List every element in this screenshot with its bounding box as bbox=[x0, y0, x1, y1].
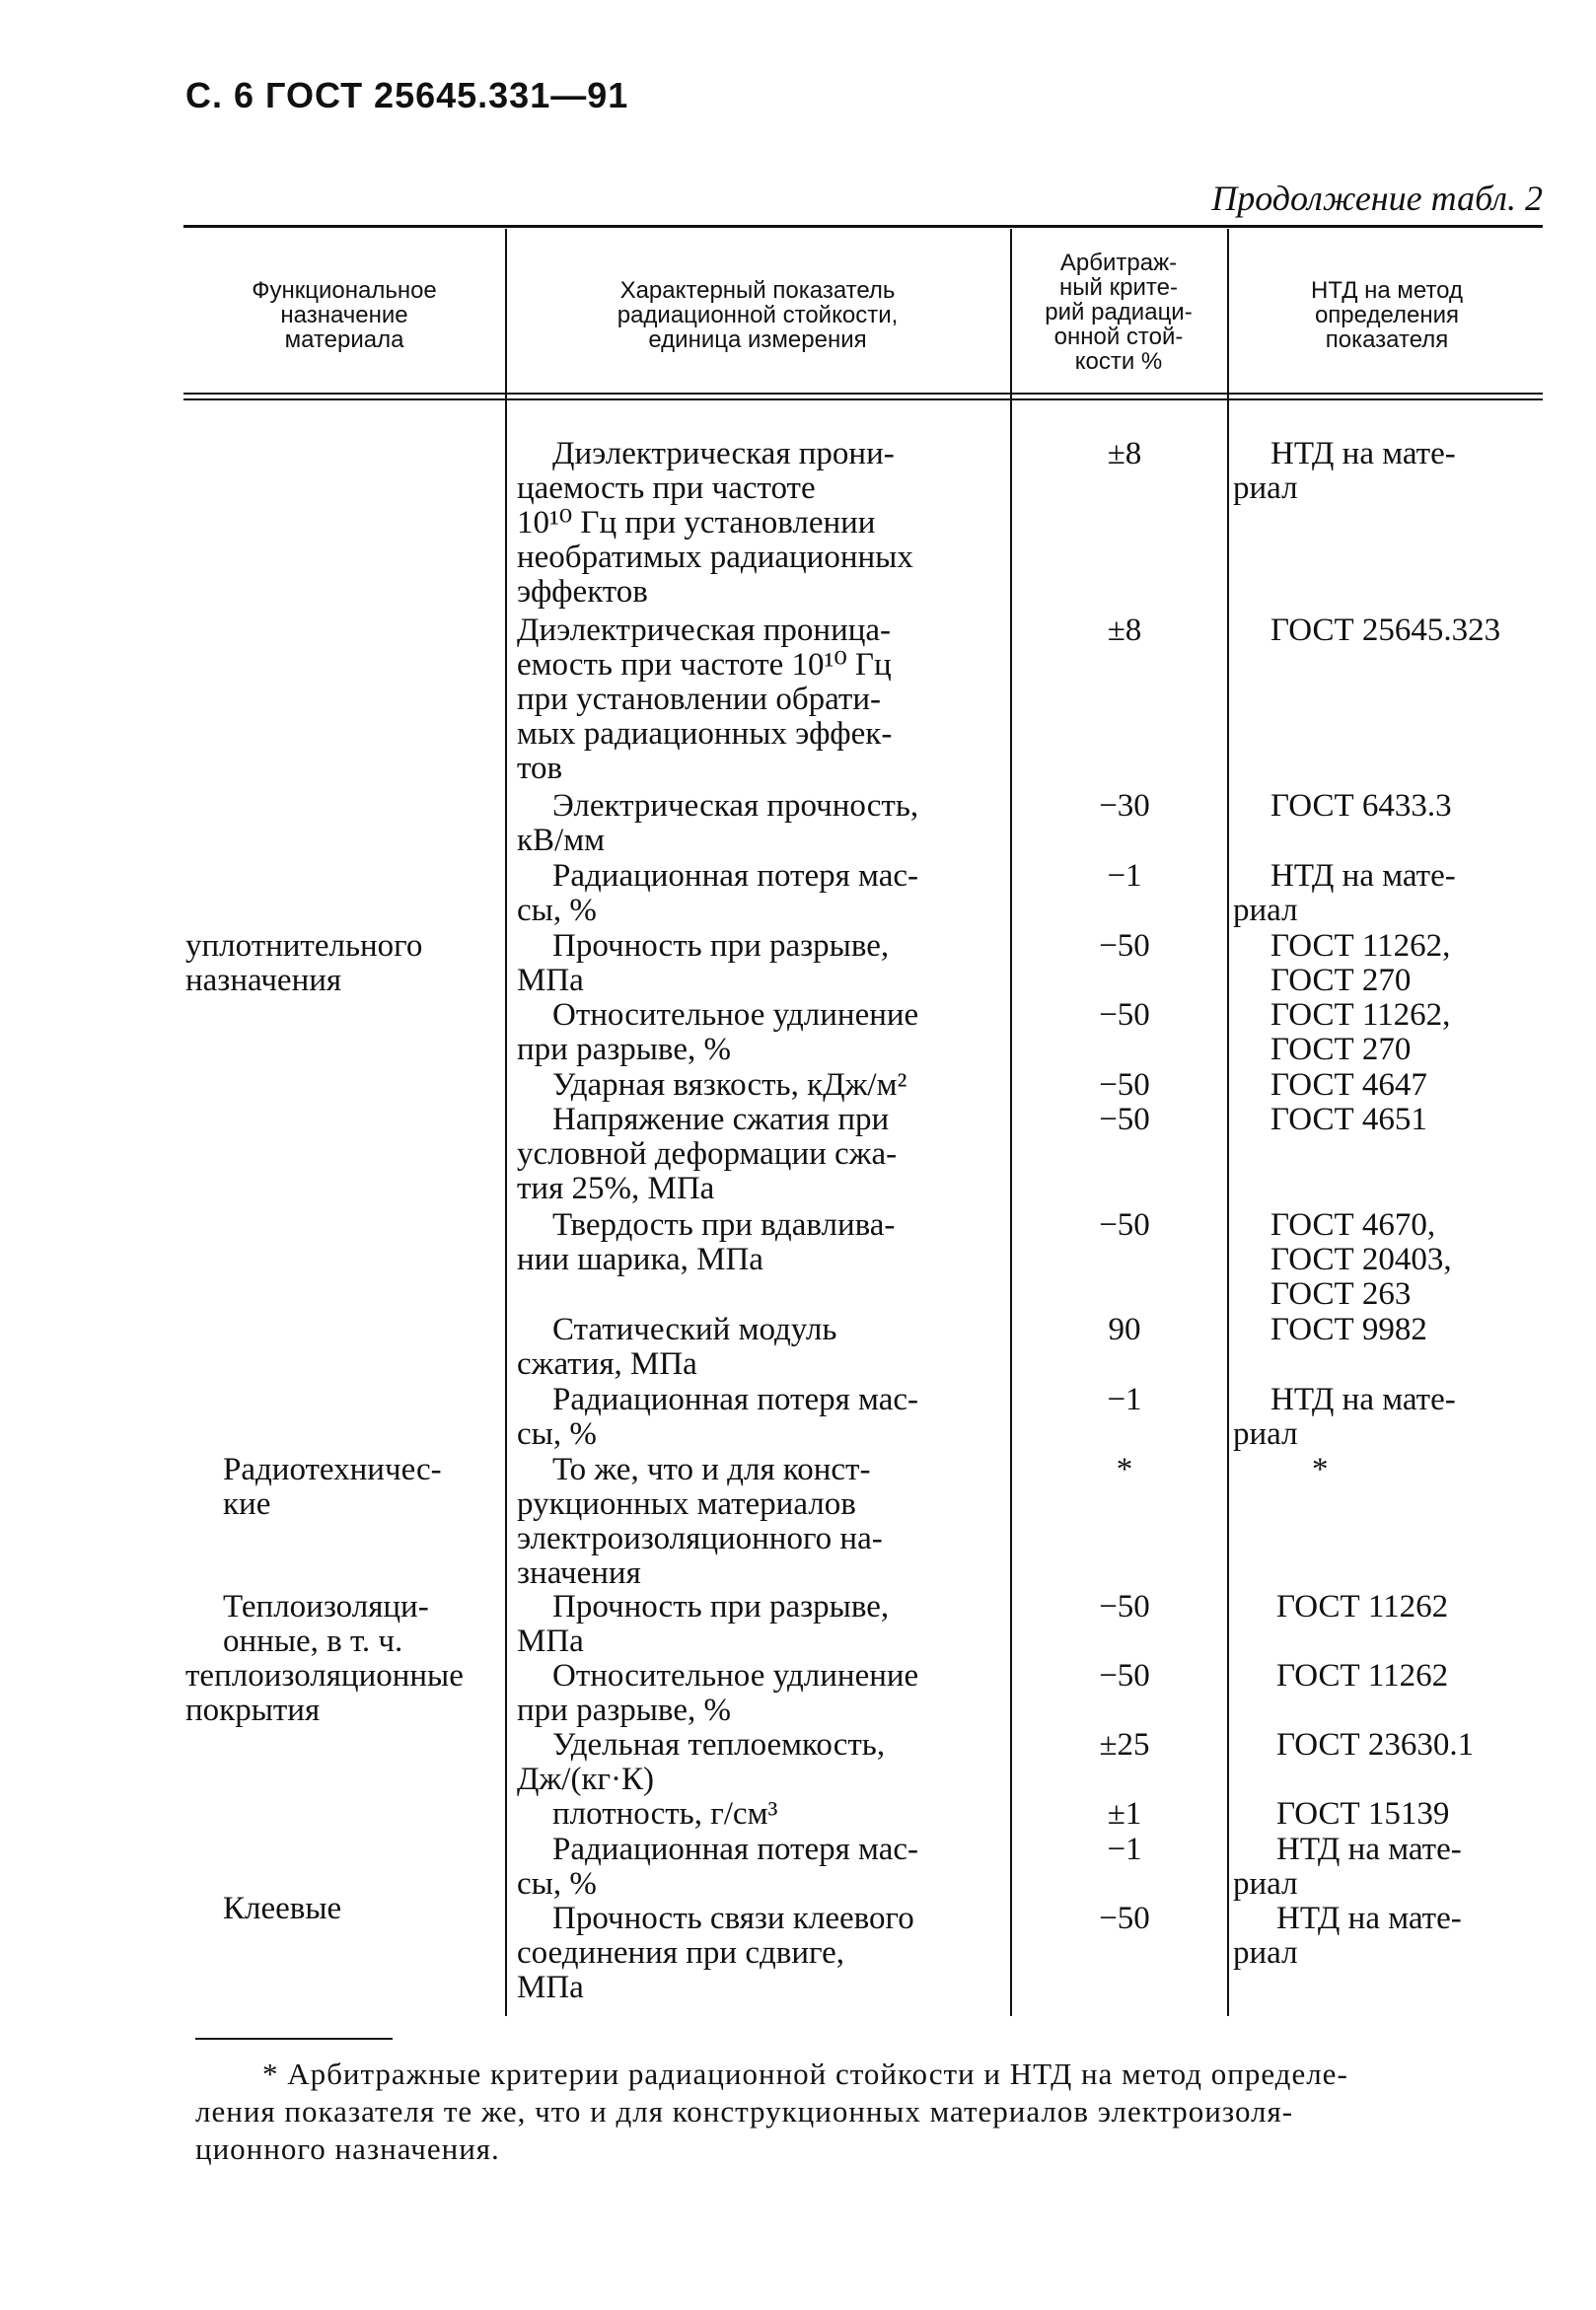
table-row-ntd: НТД на мате- риал bbox=[1233, 1382, 1456, 1452]
table-row-ntd: НТД на мате- риал bbox=[1233, 1901, 1462, 1971]
table-row-criterion: ±8 bbox=[1107, 613, 1142, 648]
group-radio: Радиотехничес- кие bbox=[223, 1452, 442, 1522]
table-row-criterion: −50 bbox=[1099, 928, 1150, 964]
page-header: С. 6 ГОСТ 25645.331—91 bbox=[185, 75, 629, 115]
table-row-indicator: плотность, г/см³ bbox=[552, 1796, 778, 1832]
table-row-criterion: −1 bbox=[1107, 858, 1142, 894]
table-row-criterion: −30 bbox=[1099, 788, 1150, 824]
table-row-criterion: −50 bbox=[1099, 1901, 1150, 1936]
table-row-indicator: Относительное удлинение при разрыве, % bbox=[517, 1658, 919, 1728]
table-row-ntd: ГОСТ 11262 bbox=[1276, 1589, 1449, 1624]
table-row-indicator: Диэлектрическая прони- цаемость при частоте 10¹⁰ Гц при установлении необратимых радиационных эффектов bbox=[517, 436, 913, 610]
table-row-ntd: НТД на мате- риал bbox=[1233, 436, 1456, 506]
table-row-ntd: ГОСТ 4651 bbox=[1270, 1102, 1427, 1137]
table-row-criterion: ±8 bbox=[1107, 436, 1142, 471]
footnote-rule bbox=[195, 2038, 393, 2040]
group-sealing: уплотнительного назначения bbox=[185, 928, 423, 998]
table-row-ntd: ГОСТ 6433.3 bbox=[1270, 788, 1452, 824]
table-row-criterion: −50 bbox=[1099, 1102, 1150, 1137]
table-row-indicator: Радиационная потеря мас- сы, % bbox=[517, 1832, 918, 1902]
table-row-criterion: −50 bbox=[1099, 1207, 1150, 1243]
table-row-ntd: ГОСТ 4670, ГОСТ 20403, ГОСТ 263 bbox=[1270, 1207, 1452, 1312]
table-row-criterion: −50 bbox=[1099, 1067, 1150, 1103]
table-row-ntd: ГОСТ 11262 bbox=[1276, 1658, 1449, 1694]
table-row-criterion: −50 bbox=[1099, 997, 1150, 1033]
group-thermal-insulation: Теплоизоляци- онные, в т. ч. теплоизоляционные покрытия bbox=[185, 1589, 464, 1728]
table-row-criterion: ±1 bbox=[1107, 1796, 1142, 1832]
table-row-indicator: Твердость при вдавлива- нии шарика, МПа bbox=[517, 1207, 896, 1277]
table-row-ntd: ГОСТ 11262, ГОСТ 270 bbox=[1270, 928, 1451, 998]
table-row-indicator: Радиационная потеря мас- сы, % bbox=[517, 858, 918, 928]
table-row-ntd: ГОСТ 25645.323 bbox=[1270, 613, 1501, 648]
column-header-ntd: НТД на метод определения показателя bbox=[1311, 277, 1463, 353]
table-row-criterion: −1 bbox=[1107, 1832, 1142, 1867]
table-row-ntd: ГОСТ 11262, ГОСТ 270 bbox=[1270, 997, 1451, 1067]
group-adhesive: Клеевые bbox=[223, 1891, 342, 1926]
table-row-indicator: Напряжение сжатия при условной деформации сжа- тия 25%, МПа bbox=[517, 1102, 898, 1206]
table-continuation-label: Продолжение табл. 2 bbox=[1211, 179, 1543, 218]
column-header-indicator: Характерный показатель радиационной стойкости, единица измерения bbox=[617, 277, 899, 353]
table-row-indicator: Диэлектрическая проница- емость при частоте 10¹⁰ Гц при установлении обрати- мых радиационных эффек- тов bbox=[517, 613, 893, 786]
table-row-indicator: Радиационная потеря мас- сы, % bbox=[517, 1382, 918, 1452]
table-row-criterion: −50 bbox=[1099, 1658, 1150, 1694]
column-header-function: Функциональное назначение материала bbox=[252, 277, 437, 353]
table-row-ntd: * bbox=[1312, 1452, 1329, 1487]
table-row-indicator: Электрическая прочность, кВ/мм bbox=[517, 788, 919, 858]
table-top-rule bbox=[183, 225, 1543, 228]
table-row-criterion: * bbox=[1116, 1452, 1133, 1487]
table-row-criterion: 90 bbox=[1108, 1312, 1141, 1347]
table-row-indicator: Относительное удлинение при разрыве, % bbox=[517, 997, 919, 1067]
table-row-indicator: Статический модуль сжатия, МПа bbox=[517, 1312, 837, 1382]
table-row-ntd: ГОСТ 23630.1 bbox=[1276, 1727, 1475, 1763]
column-divider-2 bbox=[1010, 229, 1012, 2016]
table-row-criterion: −1 bbox=[1107, 1382, 1142, 1417]
table-row-criterion: ±25 bbox=[1099, 1727, 1150, 1763]
table-row-indicator: То же, что и для конст- рукционных материалов электроизоляционного на- значения bbox=[517, 1452, 883, 1591]
table-row-indicator: Прочность при разрыве, МПа bbox=[517, 928, 890, 998]
table-row-ntd: НТД на мате- риал bbox=[1233, 858, 1456, 928]
table-row-ntd: НТД на мате- риал bbox=[1233, 1832, 1462, 1902]
table-row-criterion: −50 bbox=[1099, 1589, 1150, 1624]
table-row-ntd: ГОСТ 9982 bbox=[1270, 1312, 1427, 1347]
table-row-ntd: ГОСТ 15139 bbox=[1276, 1796, 1450, 1832]
table-row-ntd: ГОСТ 4647 bbox=[1270, 1067, 1427, 1103]
column-header-criterion: Арбитраж- ный крите- рий радиаци- онной стой- кости % bbox=[1045, 250, 1193, 375]
header-bottom-rule-2 bbox=[183, 398, 1543, 400]
table-row-indicator: Прочность при разрыве, МПа bbox=[517, 1589, 890, 1659]
footnote: * Арбитражные критерии радиационной стойкости и НТД на метод определе- ления показателя те же, что и для конструкционных материалов электроизоля- ционного назначения. bbox=[195, 2057, 1348, 2166]
table-row-indicator: Удельная теплоемкость, Дж/(кг·К) bbox=[517, 1727, 886, 1797]
header-bottom-rule bbox=[183, 393, 1543, 395]
column-divider-1 bbox=[505, 229, 507, 2016]
table-row-indicator: Ударная вязкость, кДж/м² bbox=[552, 1067, 907, 1103]
column-divider-3 bbox=[1227, 229, 1229, 2016]
table-row-indicator: Прочность связи клеевого соединения при сдвиге, МПа bbox=[517, 1901, 914, 2005]
